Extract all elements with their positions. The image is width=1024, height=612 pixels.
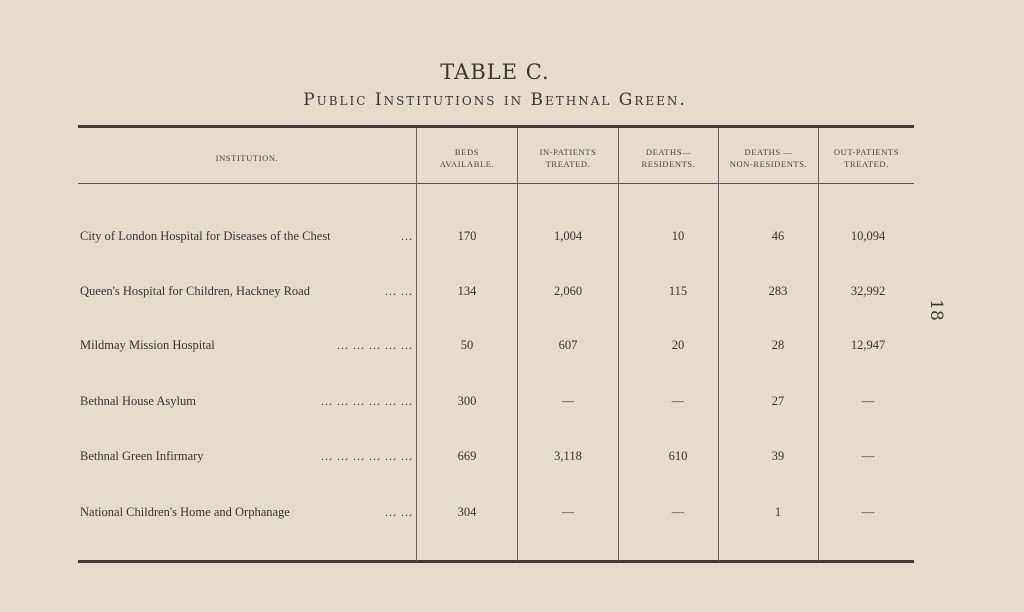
deaths-residents-value: 610 [668,449,688,463]
deaths-residents-value: 10 [671,229,685,243]
institution-name: Bethnal Green Infirmary [80,449,204,463]
institution-name: National Children's Home and Orphanage [80,505,290,519]
deaths-residents-value: 115 [668,284,688,298]
deaths-nonresidents-value: 27 [771,394,785,408]
institution-name: City of London Hospital for Diseases of the Chest [80,229,331,243]
inpatients-value: 607 [558,338,578,352]
leader-dots: ... ... [385,505,413,519]
table-row [78,279,914,303]
beds-value: 669 [457,449,477,463]
deaths-nonresidents-value: 39 [771,449,785,463]
institution-name: Queen's Hospital for Children, Hackney Road [80,284,310,298]
inpatients-value: — [561,505,575,519]
inpatients-value: 3,118 [554,449,582,463]
deaths-nonresidents-value: 28 [771,338,785,352]
table-bottom-rule [78,560,914,563]
outpatients-value: 32,992 [850,284,886,298]
page-number: 18 [925,299,946,321]
leader-dots: ... ... ... ... ... ... [321,394,413,408]
table-row [78,389,914,413]
beds-value: 134 [457,284,477,298]
deaths-residents-value: — [671,505,685,519]
leader-dots: ... ... [385,284,413,298]
table-top-rule [78,125,914,128]
inpatients-value: 2,060 [553,284,583,298]
institution-name: Mildmay Mission Hospital [80,338,215,352]
inpatients-value: — [561,394,575,408]
deaths-residents-value: 20 [671,338,685,352]
table-row [78,500,914,524]
outpatients-value: — [861,394,875,408]
inpatients-value: 1,004 [553,229,583,243]
deaths-nonresidents-value: 283 [768,284,788,298]
outpatients-value: 10,094 [850,229,886,243]
table-row [78,333,914,357]
institution-name: Bethnal House Asylum [80,394,196,408]
leader-dots: ... ... ... ... ... ... [321,449,413,463]
beds-value: 300 [457,394,477,408]
outpatients-value: — [861,449,875,463]
table-row [78,444,914,468]
header-deaths-nonresidents: DEATHS — NON-RESIDENTS. [729,147,808,169]
beds-value: 170 [457,229,477,243]
header-institution: INSTITUTION. [215,153,279,163]
header-rule [78,183,914,184]
deaths-nonresidents-value: 1 [774,505,782,519]
header-beds: BEDS AVAILABLE. [439,147,495,169]
beds-value: 50 [460,338,474,352]
outpatients-value: — [861,505,875,519]
leader-dots: ... ... ... ... ... [337,338,413,352]
header-outpatients: OUT-PATIENTS TREATED. [833,147,900,169]
deaths-nonresidents-value: 46 [771,229,785,243]
header-inpatients: IN-PATIENTS TREATED. [539,147,597,169]
table-row [78,224,914,248]
beds-value: 304 [457,505,477,519]
deaths-residents-value: — [671,394,685,408]
outpatients-value: 12,947 [850,338,886,352]
leader-dots: ... [401,229,413,243]
table-title: TABLE C. [440,60,550,84]
header-deaths-residents: DEATHS— RESIDENTS. [641,147,696,169]
table-subtitle: Public Institutions in Bethnal Green. [303,90,687,110]
